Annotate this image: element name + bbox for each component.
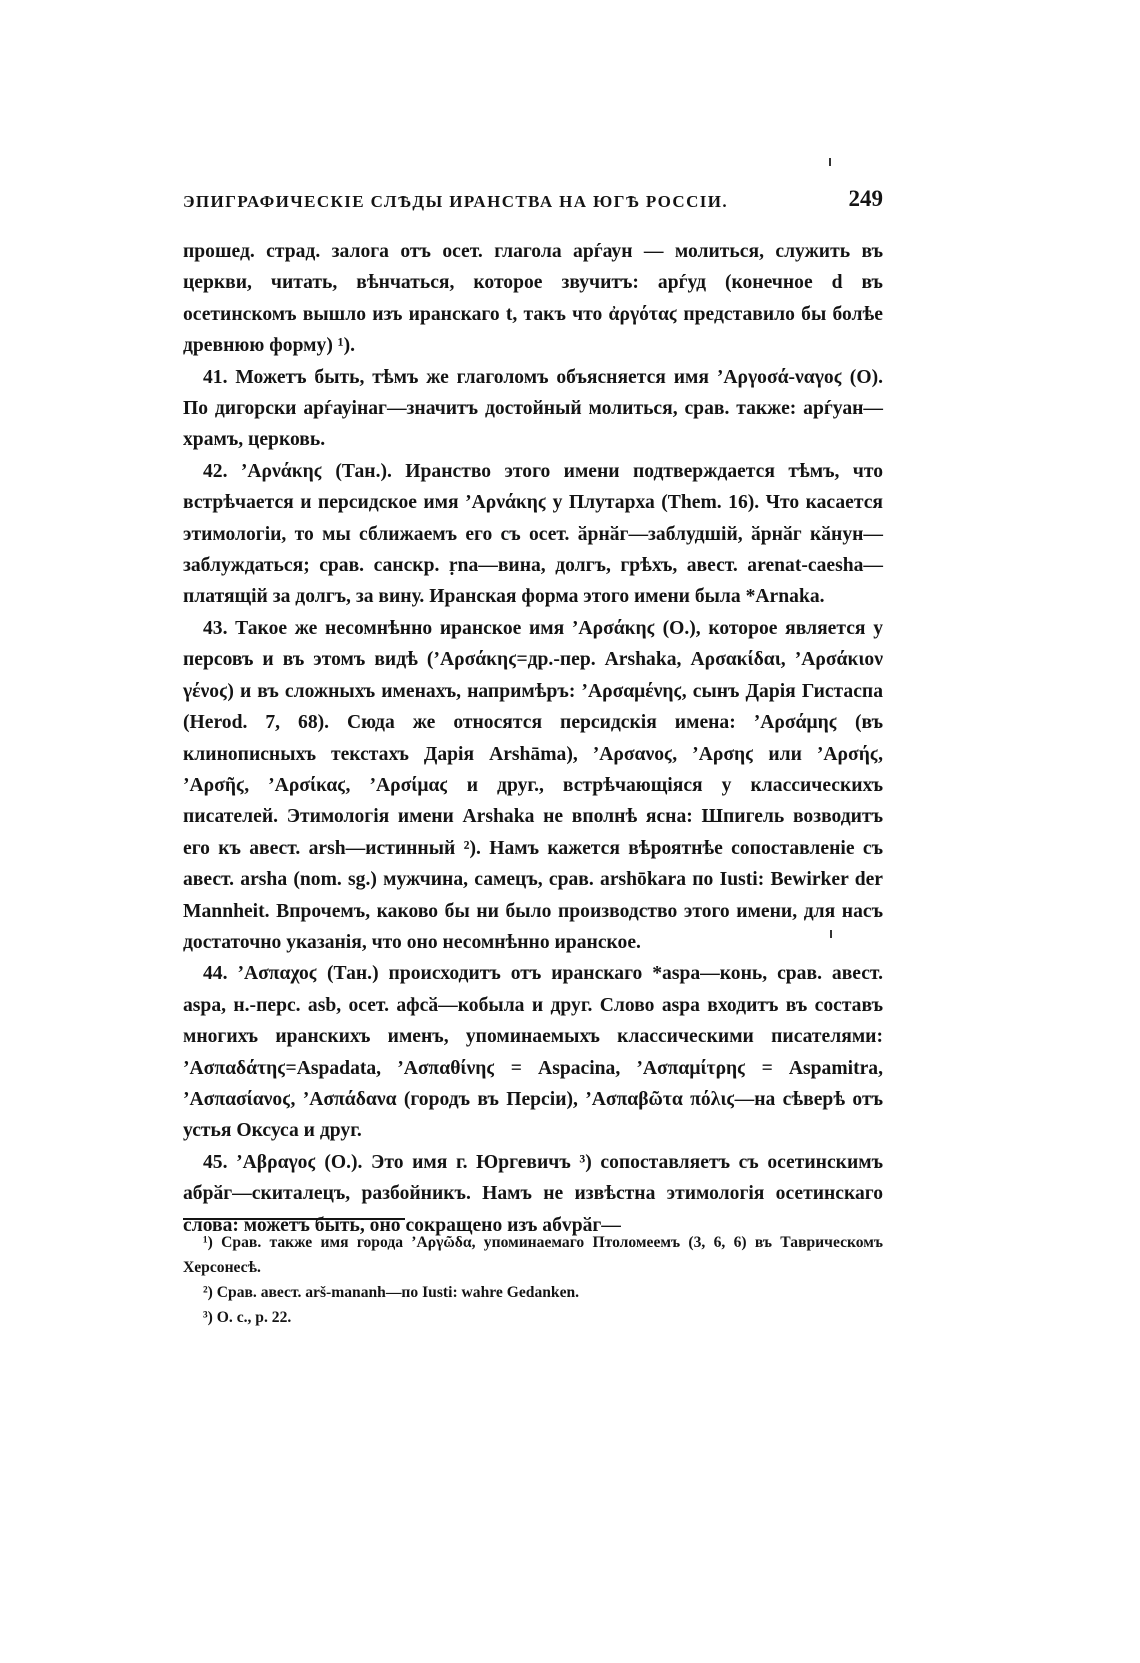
page-header: [183, 186, 883, 222]
footnotes: [183, 1230, 883, 1330]
paragraph-continuation: прошед. страд. залога отъ осет. глагола арѓаун — молиться, служить въ церкви, читать, вѣнчаться, которое звучитъ: арѓуд (конечное d въ осетинскомъ вышло изъ иранскаго t, такъ что ἀργόταϛ представило бы болѣе древнюю форму) ¹).: [183, 241, 883, 357]
print-speck: [829, 158, 831, 166]
paragraph-43: 43. Такое же несомнѣнно иранское имя ’Αρσάκηϛ (О.), которое является у персовъ и въ этомъ видѣ (’Αρσάκηϛ=др.-пер. Arshaka, Αρσακίδαι, ’Αρσάκιον γένοϛ) и въ сложныхъ именахъ, напримѣръ: ’Αρσαμένηϛ, сынъ Дарія Гистаспа (Herod. 7, 68). Сюда же относятся персидскія имена: ’Αρσάμηϛ (въ клинописныхъ текстахъ Дарія Arshāma), ’Αρσανοϛ, ’Αρσηϛ или ’Αρσήϛ, ’Αρσῆϛ, ’Αρσίκαϛ, ’Αρσίμαϛ и друг., встрѣчающіяся у классическихъ писателей. Этимологія имени Arshaka не вполнѣ ясна: Шпигель возводитъ его къ авест. arsh—истинный ²). Намъ кажется вѣроятнѣе сопоставленіе съ авест. arsha (nom. sg.) мужчина, самецъ, срав. arshōkara по Iusti: Bewirker der Mannheit. Впрочемъ, каково бы ни было производство этого имени, для насъ достаточно указанія, что оно несомнѣнно иранское.: [183, 617, 883, 953]
paragraph-45: 45. ’Αβραγοϛ (О.). Это имя г. Юргевичъ ³) сопоставляетъ съ осетинскимъ абрӑг—скиталецъ, разбойникъ. Намъ не извѣстна этимологія осетинскаго слова: можетъ быть, оно сокращено изъ абvрӑг—: [183, 1151, 883, 1236]
footnote-rule: [183, 1218, 405, 1220]
running-head: ЭПИГРАФИЧЕСКІЕ СЛѢДЫ ИРАНСТВА НА ЮГѢ РОССІИ.: [183, 192, 729, 211]
main-text: [183, 236, 883, 1241]
footnote-2: ²) Срав. авест. arš-mananh—по Iusti: wahre Gedanken.: [203, 1284, 580, 1301]
paragraph-44: 44. ’Ασπαχοϛ (Тан.) происходитъ отъ иранскаго *aspa—конь, срав. авест. aspa, н.-перс. asb, осет. афсӑ—кобыла и друг. Слово aspa входитъ въ составъ многихъ иранскихъ именъ, упоминаемыхъ классическими писателями: ’Ασπαδάτηϛ=Aspadata, ’Ασπαθίνηϛ = Aspacina, ’Ασπαμίτρηϛ = Aspamitra, ’Ασπασίανοϛ, ’Ασπάδανα (городъ въ Персіи), ’Ασπαβῶτα πόλιϛ—на сѣверѣ отъ устья Оксуса и друг.: [183, 963, 883, 1142]
paragraph-41: 41. Можетъ быть, тѣмъ же глаголомъ объясняется имя ’Αργοσά-ναγοϛ (О). По дигорски арѓауінаг—значитъ достойный молиться, срав. также: арѓуан—храмъ, церковь.: [183, 366, 883, 451]
footnote-3: ³) О. с., p. 22.: [203, 1309, 292, 1326]
footnote-1: ¹) Срав. также имя города ’Αργῶδα, упоминаемаго Птоломеемъ (3, 6, 6) въ Таврическомъ Херсонесѣ.: [183, 1234, 883, 1276]
print-speck: [830, 930, 832, 938]
paragraph-42: 42. ’Αρνάκηϛ (Тан.). Иранство этого имени подтверждается тѣмъ, что встрѣчается и персидское имя ’Αρνάκηϛ у Плутарха (Them. 16). Что касается этимологіи, то мы сближаемъ его съ осет. ӑрнӑг—заблудшій, ӑрнӑг кӑнун—заблуждаться; срав. санскр. ṛna—вина, долгъ, грѣхъ, авест. arenat-caesha—платящій за долгъ, за вину. Иранская форма этого имени была *Arnaka.: [183, 460, 883, 608]
page-number: 249: [848, 186, 883, 211]
